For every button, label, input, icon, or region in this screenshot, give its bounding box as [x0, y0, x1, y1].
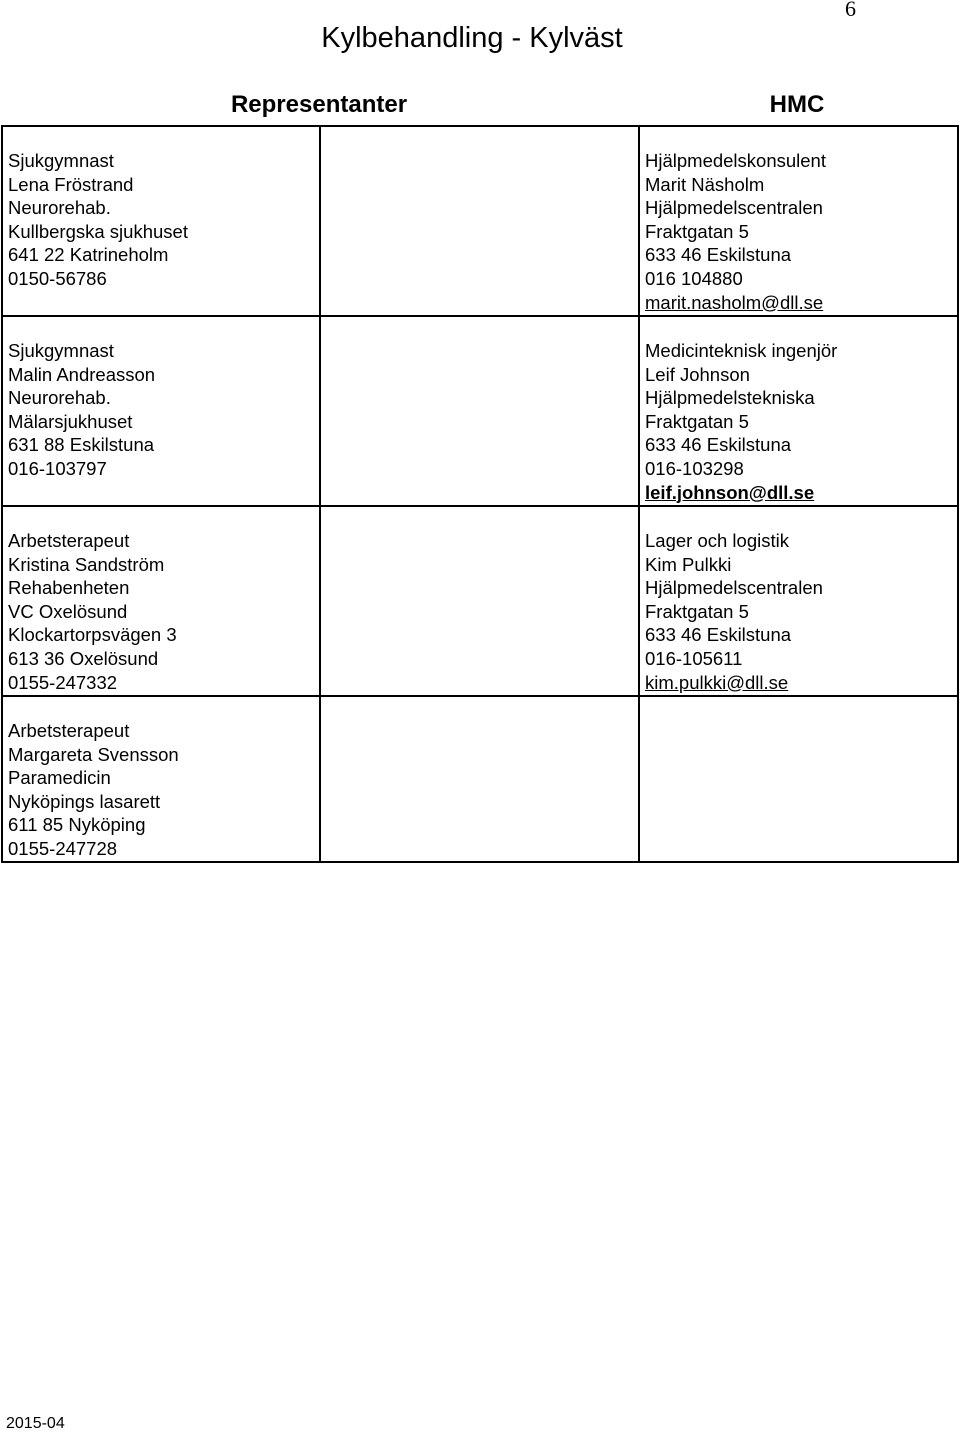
contact-role: Arbetsterapeut: [8, 530, 130, 551]
empty-cell: [320, 696, 639, 862]
table-row: [2, 696, 958, 862]
contact-organization: Hjälpmedelscentralen: [645, 197, 823, 219]
contact-name: Lena Fröstrand: [8, 173, 134, 195]
contact-street-address: Klockartorpsvägen 3: [8, 624, 177, 646]
page-number: 6: [845, 0, 856, 21]
hmc-header: HMC: [769, 91, 825, 118]
contact-organization: Mälarsjukhuset: [8, 410, 133, 432]
document-title: Kylbehandling - Kylväst: [321, 22, 623, 54]
table-row: [2, 506, 958, 696]
table-row: [2, 316, 958, 506]
empty-cell: [320, 506, 639, 696]
contact-cell-hmc: [639, 316, 958, 506]
contact-postal-address: 613 36 Oxelösund: [8, 647, 159, 669]
contact-role: Arbetsterapeut: [8, 720, 130, 741]
contact-email-link[interactable]: marit.nasholm@dll.se: [645, 291, 824, 313]
contact-postal-address: 611 85 Nyköping: [8, 814, 146, 836]
contact-phone: 0150-56786: [8, 267, 107, 289]
contact-unit: Neurorehab.: [8, 197, 111, 219]
contact-cell-hmc: [639, 506, 958, 696]
contact-name: Kristina Sandström: [8, 553, 165, 575]
contact-name: Kim Pulkki: [645, 553, 732, 575]
contact-cell-hmc: [639, 126, 958, 316]
contact-cell-representative: [2, 696, 320, 862]
contact-unit: Paramedicin: [8, 767, 111, 789]
contact-street-address: Fraktgatan 5: [645, 410, 749, 432]
contact-phone: 0155-247728: [8, 837, 118, 859]
contact-name: Margareta Svensson: [8, 743, 179, 765]
contact-cell-representative: [2, 316, 320, 506]
contact-phone: 016-103797: [8, 457, 107, 479]
contact-unit: Rehabenheten: [8, 577, 130, 599]
contact-phone: 016-103298: [645, 457, 744, 479]
contact-phone: 016-105611: [645, 647, 743, 669]
contact-street-address: Fraktgatan 5: [645, 600, 749, 622]
contact-phone: 016 104880: [645, 267, 743, 289]
footer-date: 2015-04: [6, 1415, 65, 1432]
empty-cell: [320, 126, 639, 316]
contact-organization: Hjälpmedelstekniska: [645, 387, 815, 409]
contact-organization: VC Oxelösund: [8, 600, 128, 622]
contact-name: Marit Näsholm: [645, 173, 765, 195]
contact-organization: Kullbergska sjukhuset: [8, 220, 188, 242]
contact-phone: 0155-247332: [8, 671, 118, 693]
contact-postal-address: 631 88 Eskilstuna: [8, 434, 155, 456]
contact-postal-address: 641 22 Katrineholm: [8, 244, 169, 266]
contact-role: Sjukgymnast: [8, 150, 114, 171]
empty-cell: [639, 696, 958, 862]
contact-name: Leif Johnson: [645, 363, 750, 385]
contact-name: Malin Andreasson: [8, 363, 156, 385]
contact-unit: Neurorehab.: [8, 387, 111, 409]
contact-role: Sjukgymnast: [8, 340, 114, 361]
contact-role: Lager och logistik: [645, 530, 789, 551]
contact-role: Hjälpmedelskonsulent: [645, 150, 826, 171]
contact-cell-representative: [2, 506, 320, 696]
contact-postal-address: 633 46 Eskilstuna: [645, 624, 792, 646]
contact-role: Medicinteknisk ingenjör: [645, 340, 838, 361]
contact-email-link[interactable]: leif.johnson@dll.se: [645, 481, 815, 503]
contact-table: [1, 125, 959, 863]
contact-postal-address: 633 46 Eskilstuna: [645, 434, 792, 456]
contact-postal-address: 633 46 Eskilstuna: [645, 244, 792, 266]
contact-cell-representative: [2, 126, 320, 316]
table-row: [2, 126, 958, 316]
empty-cell: [320, 316, 639, 506]
representatives-header: Representanter: [230, 91, 408, 118]
contact-organization: Hjälpmedelscentralen: [645, 577, 823, 599]
contact-street-address: Fraktgatan 5: [645, 220, 749, 242]
contact-organization: Nyköpings lasarett: [8, 790, 161, 812]
contact-email-link[interactable]: kim.pulkki@dll.se: [645, 671, 789, 693]
